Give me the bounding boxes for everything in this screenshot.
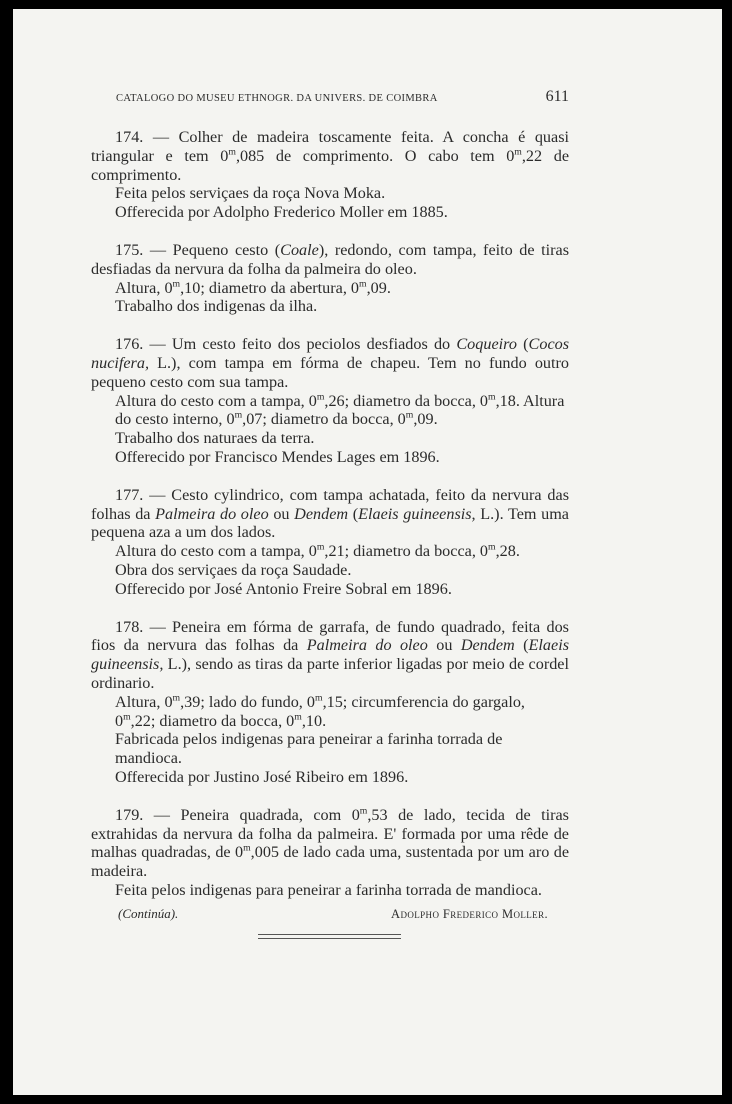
text-run: ,10; diametro da abertura, 0 (180, 278, 360, 297)
text-run: ,09. (413, 410, 438, 429)
entry-note (91, 392, 569, 430)
italic-term: Dendem (460, 636, 515, 655)
entry-note (91, 730, 569, 768)
unit-superscript: m (315, 692, 323, 704)
italic-term: Palmeira do oleo (306, 636, 428, 655)
text-run: ( (348, 504, 359, 523)
italic-term: Coale (280, 240, 319, 259)
italic-term: Coqueiro (456, 335, 517, 354)
entry-description (91, 486, 569, 542)
text-run: ,15; circumferencia do gargalo, 0 (115, 692, 525, 730)
text-run: Offerecido por Francisco Mendes Lages em 1896. (115, 447, 440, 466)
text-run: ,53 de lado, tecida de tiras extrahidas da nervura da folha da palmeira. E' formada por uma rêde de malhas quadradas, de 0 (91, 805, 569, 862)
running-title: CATALOGO DO MUSEU ETHNOGR. DA UNIVERS. DE COIMBRA (116, 93, 438, 104)
text-run: Obra dos serviçaes da roça Saudade. (115, 560, 352, 579)
text-run: Offerecida por Justino José Ribeiro em 1896. (115, 767, 409, 786)
text-run: ,26; diametro da bocca, 0 (324, 391, 489, 410)
text-run: ,39; lado do fundo, 0 (180, 692, 315, 711)
page-header (103, 89, 569, 113)
unit-superscript: m (294, 711, 302, 723)
unit-superscript: m (228, 146, 236, 158)
entry-note (91, 448, 569, 467)
catalogue-entry-178 (91, 618, 569, 787)
text-run: Altura do cesto com a tampa, 0 (115, 542, 317, 561)
text-run: Altura, 0 (115, 692, 173, 711)
catalogue-entry-174 (91, 128, 569, 222)
text-run: Trabalho dos naturaes da terra. (115, 429, 315, 448)
unit-superscript: m (172, 692, 181, 704)
entry-description (91, 241, 569, 279)
entry-note (91, 542, 569, 561)
italic-term: Elaeis guineensis, (358, 504, 476, 523)
unit-superscript: m (316, 541, 325, 553)
text-run: ( (516, 335, 529, 354)
text-run: 175. — Pequeno cesto ( (115, 240, 281, 259)
catalogue-entry-177 (91, 486, 569, 599)
text-run: Offerecido por José Antonio Freire Sobral em 1896. (115, 579, 452, 598)
entry-description (91, 618, 569, 693)
entry-note (91, 693, 569, 731)
unit-superscript: m (359, 278, 367, 290)
text-run: 174. — Colher de madeira toscamente feita. A concha é quasi triangular e tem 0 (91, 128, 569, 165)
closing-rule-top (258, 934, 401, 935)
catalogue-entry-176 (91, 335, 569, 467)
text-run: ,09. (366, 278, 391, 297)
italic-term: Palmeira do oleo (155, 504, 269, 523)
text-run: 177. — Cesto cylindrico, com tampa achatada, feito da nervura das folhas da (91, 485, 569, 523)
unit-superscript: m (488, 391, 496, 403)
entry-note (91, 184, 569, 203)
entry-description (91, 128, 569, 184)
text-run: ,22 de comprimento. (91, 146, 570, 184)
entry-note (91, 203, 569, 222)
text-run: Offerecida por Adolpho Frederico Moller em 1885. (115, 203, 448, 222)
italic-term: Elaeis guineensis, (91, 636, 569, 674)
text-run: ,28. (495, 542, 520, 561)
unit-superscript: m (316, 391, 325, 403)
text-run: ), redondo, com tampa, feito de tiras desfiadas da nervura da folha da palmeira do oleo. (91, 240, 569, 278)
entry-note (91, 429, 569, 448)
closing-rule-bottom (258, 938, 401, 939)
italic-term: Dendem (294, 504, 349, 523)
text-run: ,21; diametro da bocca, 0 (324, 542, 489, 561)
entry-note (91, 881, 569, 900)
catalogue-entry-175 (91, 241, 569, 316)
text-run: L.), com tampa em fórma de chapeu. Tem no fundo outro pequeno cesto com sua tampa. (91, 353, 569, 391)
text-run: ,10. (301, 711, 327, 730)
text-run: 176. — Um cesto feito dos peciolos desfiados do (115, 335, 457, 354)
text-run: Altura, 0 (115, 278, 173, 297)
text-run: Feita pelos serviçaes da roça Nova Moka. (115, 184, 386, 203)
entry-description (91, 806, 569, 881)
text-run: L.). Tem uma pequena aza a um dos lados. (91, 504, 569, 542)
text-run: ou (268, 504, 295, 523)
entry-note (91, 297, 569, 316)
entry-note (91, 768, 569, 787)
catalogue-entries (91, 128, 569, 919)
text-run: Feita pelos indigenas para peneirar a farinha torrada de mandioca. (115, 880, 542, 899)
text-run: ou (427, 636, 461, 655)
entry-note (91, 561, 569, 580)
catalogue-entry-179 (91, 806, 569, 900)
text-run: 178. — Peneira em fórma de garrafa, de fundo quadrado, feita dos fios da nervura das folhas da (91, 617, 569, 655)
entry-note (91, 580, 569, 599)
text-run: ,005 de lado cada uma, sustentada por um aro de madeira. (91, 843, 569, 881)
text-run: Altura do cesto com a tampa, 0 (115, 391, 317, 410)
text-run: ,07; diametro da bocca, 0 (242, 410, 406, 429)
text-run: ,22; diametro da bocca, 0 (130, 711, 295, 730)
unit-superscript: m (405, 409, 414, 421)
author-signature: Adolpho Frederico Moller. (391, 907, 548, 921)
entry-note (91, 279, 569, 298)
page-number: 611 (545, 88, 569, 105)
text-run: 179. — Peneira quadrada, com 0 (115, 805, 360, 824)
text-run: ( (514, 636, 529, 655)
entry-description (91, 335, 569, 391)
unit-superscript: m (514, 146, 522, 158)
unit-superscript: m (243, 842, 251, 854)
italic-term: Cocos nucifera, (91, 335, 570, 372)
unit-superscript: m (488, 541, 496, 553)
text-run: Fabricada pelos indigenas para peneirar a farinha torrada de mandioca. (115, 730, 503, 768)
continua-note: (Continúa). (118, 906, 179, 921)
unit-superscript: m (234, 409, 243, 421)
unit-superscript: m (123, 711, 131, 723)
unit-superscript: m (172, 278, 181, 290)
text-run: L.), sendo as tiras da parte inferior ligadas por meio de cordel ordinario. (91, 655, 569, 692)
text-run: Trabalho dos indigenas da ilha. (115, 297, 318, 316)
unit-superscript: m (359, 805, 368, 817)
text-run: ,18. Altura do cesto interno, 0 (115, 391, 565, 429)
page-footer (118, 906, 548, 926)
text-run: ,085 de comprimento. O cabo tem 0 (235, 146, 515, 165)
